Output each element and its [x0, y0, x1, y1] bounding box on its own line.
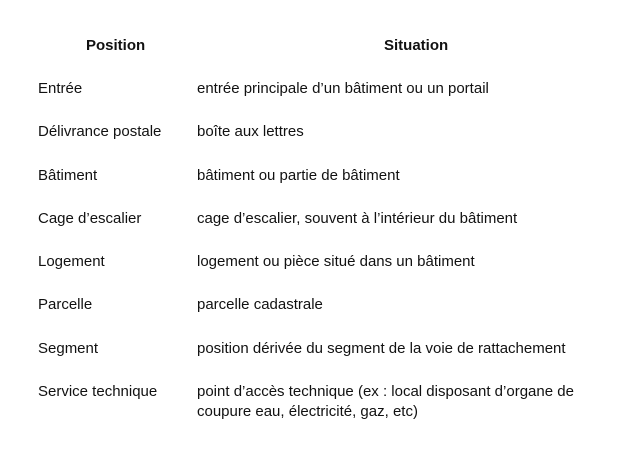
situation-cell: parcelle cadastrale	[197, 296, 323, 314]
table-row	[0, 166, 644, 209]
table-row	[0, 209, 644, 252]
table-body	[0, 79, 644, 425]
header-position: Position	[86, 37, 146, 54]
position-cell: Cage d’escalier	[38, 209, 142, 227]
position-cell: Délivrance postale	[38, 123, 162, 141]
position-cell: Parcelle	[38, 296, 93, 314]
table-row	[0, 252, 644, 295]
table-row	[0, 79, 644, 122]
table-row	[0, 122, 644, 165]
situation-cell: entrée principale d’un bâtiment ou un portail	[197, 80, 489, 97]
situation-cell: bâtiment ou partie de bâtiment	[197, 166, 400, 184]
header-situation: Situation	[384, 37, 449, 54]
situation-cell: position dérivée du segment de la voie de rattachement	[197, 339, 566, 357]
position-cell: Logement	[38, 253, 105, 271]
position-cell: Bâtiment	[38, 166, 98, 184]
table-header	[0, 37, 644, 57]
position-cell: Service technique	[38, 383, 158, 401]
situation-cell: logement ou pièce situé dans un bâtiment	[197, 253, 475, 271]
situation-cell: cage d’escalier, souvent à l’intérieur du bâtiment	[197, 209, 518, 227]
table-row	[0, 295, 644, 338]
situation-cell: point d’accès technique (ex : local disposant d’organe de coupure eau, électricité, gaz, etc)	[197, 383, 574, 421]
table-row	[0, 382, 644, 425]
position-cell: Segment	[38, 339, 99, 357]
situation-cell: boîte aux lettres	[197, 123, 304, 141]
position-cell: Entrée	[38, 80, 83, 97]
table-row	[0, 339, 644, 382]
